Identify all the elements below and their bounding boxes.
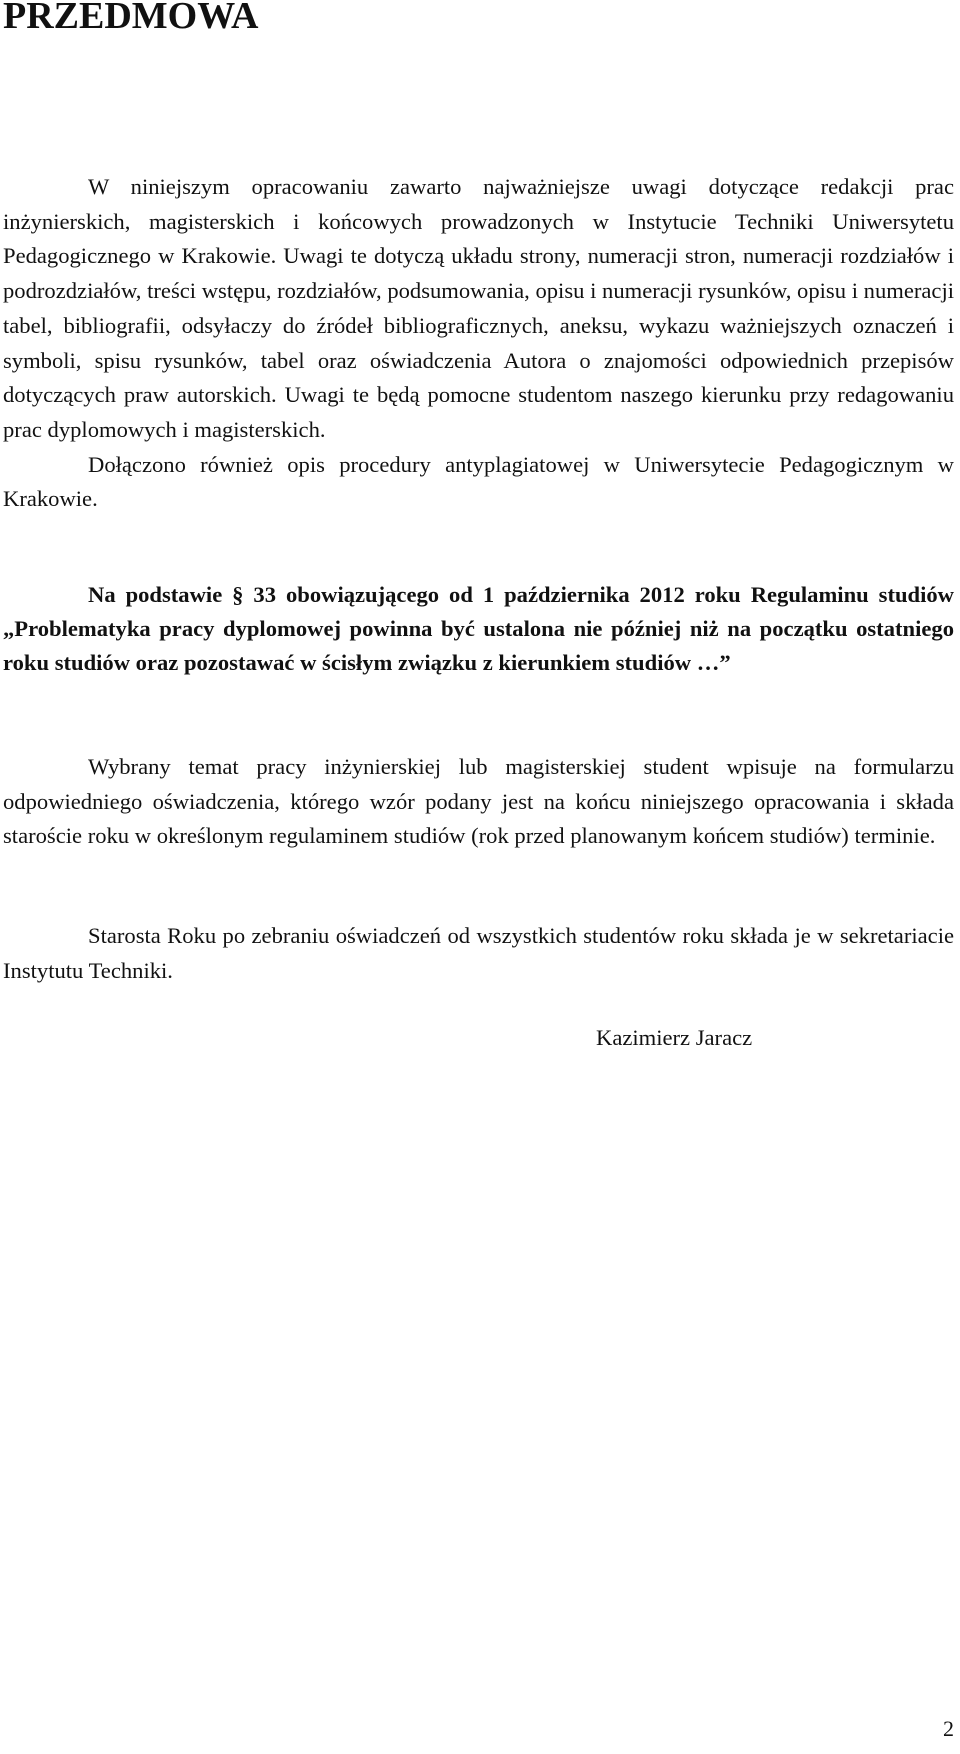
topic-selection-text: Wybrany temat pracy inżynierskiej lub magisterskiej student wpisuje na formularzu odpowiedniego oświadczenia, którego wzór podany jest na końcu niniejszego opracowania i składa staroście roku w określonym regulaminem studiów (rok przed planowanym końcem studiów) terminie. [3, 754, 954, 849]
class-representative-text: Starosta Roku po zebraniu oświadczeń od wszystkich studentów roku składa je w sekretariacie Instytutu Techniki. [3, 923, 954, 983]
regulation-quote-paragraph [3, 578, 954, 681]
page-number: 2 [943, 1716, 954, 1741]
topic-selection-paragraph [3, 750, 954, 854]
page-title: PRZEDMOWA [3, 0, 259, 37]
intro-paragraph [3, 170, 954, 517]
intro-paragraph-main: W niniejszym opracowaniu zawarto najważniejsze uwagi dotyczące redakcji prac inżynierskich, magisterskich i końcowych prowadzonych w Instytucie Techniki Uniwersytetu Pedagogicznego w Krakowie. Uwagi te dotyczą układu strony, numeracji stron, numeracji rozdziałów i podrozdziałów, treści wstępu, rozdziałów, podsumowania, opisu i numeracji rysunków, opisu i numeracji tabel, bibliografii, odsyłaczy do źródeł bibliograficznych, aneksu, wykazu ważniejszych oznaczeń i symboli, spisu rysunków, tabel oraz oświadczenia Autora o znajomości odpowiednich przepisów dotyczących praw autorskich. Uwagi te będą pomocne studentom naszego kierunku przy redagowaniu prac dyplomowych i magisterskich. [3, 174, 954, 442]
author-signature: Kazimierz Jaracz [596, 1025, 753, 1050]
regulation-quote-text: Na podstawie § 33 obowiązującego od 1 października 2012 roku Regulaminu studiów „Problematyka pracy dyplomowej powinna być ustalona nie później niż na początku ostatniego roku studiów oraz pozostawać w ścisłym związku z kierunkiem studiów …” [3, 582, 954, 676]
class-representative-paragraph [3, 919, 954, 988]
intro-paragraph-antiplagiarism: Dołączono również opis procedury antyplagiatowej w Uniwersytecie Pedagogicznym w Krakowie. [3, 451, 954, 512]
